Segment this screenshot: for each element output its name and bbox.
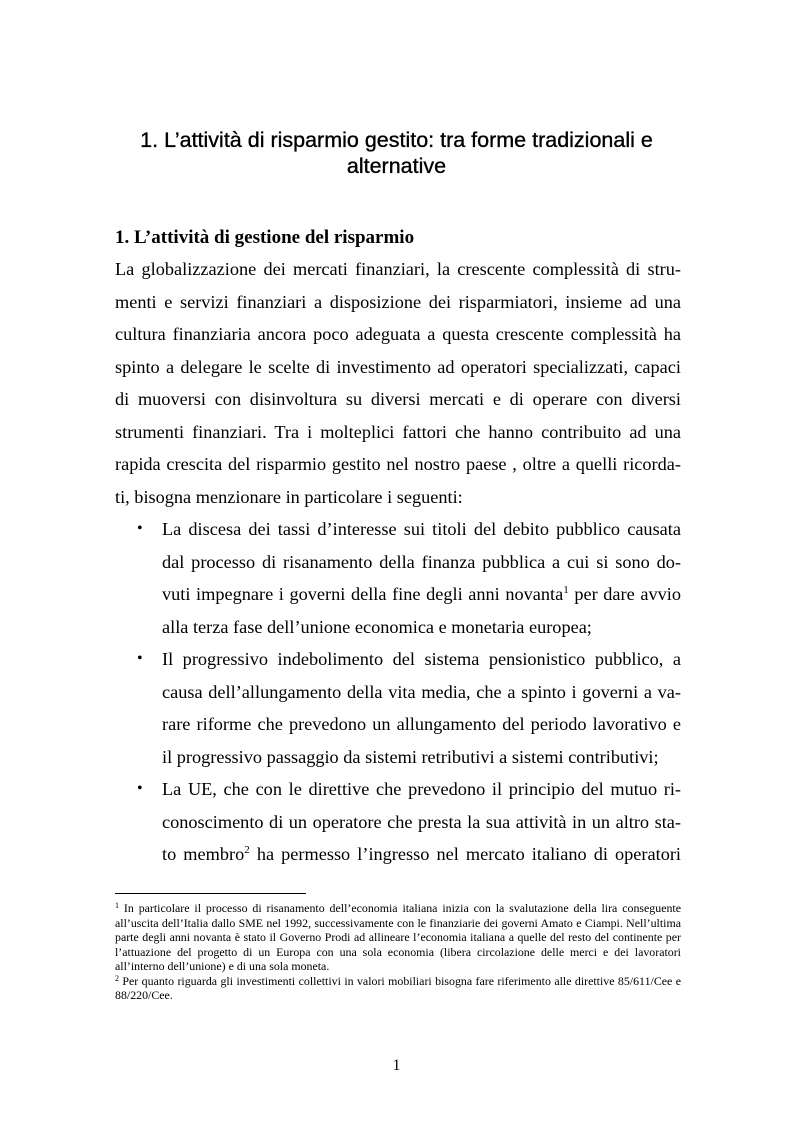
footnote-divider [115, 893, 306, 894]
footnote-ref: 2 [244, 844, 250, 856]
list-item-line: causa dell’allungamento della vita media, che a spinto i governi a va- [162, 681, 681, 702]
list-item-line-part: per dare avvio [568, 584, 681, 604]
list-item-line-part: to membro [162, 844, 245, 864]
list-item-line: il progressivo passaggio da sistemi retributivi a sistemi contributivi; [162, 746, 659, 767]
paragraph-line: cultura finanziaria ancora poco adeguata a questa crescente complessità ha [115, 324, 681, 344]
chapter-title-line-1: 1. L’attività di risparmio gestito: tra forme tradizionali e [140, 128, 653, 152]
intro-paragraph [115, 253, 681, 513]
list-item-line: La discesa dei tassi d’interesse sui titoli del debito pubblico causata [162, 519, 681, 539]
list-item-line-part: vuti impegnare i governi della fine degli anni novanta [162, 584, 564, 604]
paragraph-line: menti e servizi finanziari a disposizione dei risparmiatori, insieme ad una [115, 291, 681, 312]
paragraph-line: spinto a delegare le scelte di investimento ad operatori specializzati, capaci [115, 356, 681, 377]
list-item-line: La UE, che con le direttive che prevedono il principio del mutuo ri- [162, 779, 681, 799]
paragraph-line: di muoversi con disinvoltura su diversi mercati e di operare con diversi [115, 389, 681, 409]
paragraph-line: strumenti finanziari. Tra i molteplici fattori che hanno contribuito ad una [115, 421, 681, 442]
bullet-icon: • [137, 650, 143, 667]
page-number: 1 [392, 1057, 401, 1074]
list-item-text [162, 773, 681, 871]
footnote [115, 974, 681, 1003]
footnote-text: In particolare il processo di risanamento dell’economia italiana inizia con la svalutazione della lira conseguente all’uscita dell’Italia dallo SME nel 1992, successivamente con le finanziarie dei governi Amato e Ciampi. Nell’ultima parte degli anni novanta è stato il Governo Prodi ad allineare l’economia italiana a quelle del resto del continente per l’attuazione del progetto di un Europa con una sola economia (libera circolazione delle merci e dei lavoratori all’interno dell’unione) e di una sola moneta. [115, 901, 681, 973]
list-item-line-part: ha permesso l’ingresso nel mercato italiano di operatori [249, 844, 681, 864]
footnotes [115, 901, 681, 1003]
list-item-line [162, 578, 681, 611]
bullet-icon: • [137, 780, 143, 797]
footnote-text: Per quanto riguarda gli investimenti collettivi in valori mobiliari bisogna fare riferimento alle direttive 85/611/Cee e 88/220/Cee. [115, 973, 681, 1002]
list-item-text [162, 513, 681, 643]
list-item-text [162, 643, 681, 773]
footnote-number: 1 [115, 901, 119, 910]
list-item-line: alla terza fase dell’unione economica e monetaria europea; [162, 616, 592, 637]
bullet-icon: • [137, 520, 143, 537]
chapter-title-line-2: alternative [346, 154, 447, 178]
list-item-line: conoscimento di un operatore che presta la sua attività in un altro sta- [162, 811, 681, 832]
paragraph-line: ti, bisogna menzionare in particolare i seguenti: [115, 486, 463, 507]
footnote-ref: 1 [563, 584, 569, 596]
list-item-line: dal processo di risanamento della finanza pubblica a cui si sono do- [162, 551, 681, 572]
section-heading: 1. L’attività di gestione del risparmio [115, 227, 415, 248]
list-item-line [162, 838, 681, 871]
footnote [115, 901, 681, 974]
paragraph-line: rapida crescita del risparmio gestito nel nostro paese , oltre a quelli ricorda- [115, 454, 681, 474]
chapter-title [80, 127, 713, 179]
list-item-line: rare riforme che prevedono un allungamento del periodo lavorativo e [162, 714, 681, 734]
list-item-line: Il progressivo indebolimento del sistema pensionistico pubblico, a [162, 649, 681, 669]
paragraph-line: La globalizzazione dei mercati finanziari, la crescente complessità di stru- [115, 259, 681, 279]
footnote-number: 2 [115, 973, 119, 983]
